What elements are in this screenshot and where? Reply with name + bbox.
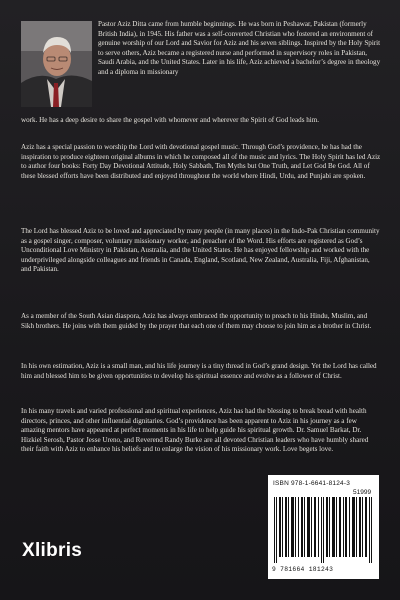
ean-digits: 9 781664 181243 [272, 566, 334, 573]
barcode-icon [274, 497, 373, 563]
bio-paragraph-6: In his many travels and varied professional and spiritual experiences, Aziz has had the blessing to break bread with health directors, princes, and other influential dignitaries. God’s providence has been apparent to Aziz in his journey as a few amazing mentors have appeared at perfect moments in his life to help guide his spiritual growth. Dr. Samuel Barkat, Dr. Hizkiel Serosh, Pastor Jesse Ureno, and Reverend Randy Burke are all devoted Christian leaders who have humbly shared their faith with Aziz to enhance his beliefs and to enlarge the vision of his missionary work. Love begets love. [21, 407, 369, 454]
bio-paragraph-4: As a member of the South Asian diaspora, Aziz has always embraced the opportunity to preach to his Hindu, Muslim, and Sikh brothers. He joins with them guided by the prayer that each one of them may choose to join him as a brother in Christ. [21, 312, 372, 330]
bio-paragraph-1-continued: work. He has a deep desire to share the gospel with whomever and wherever the Spirit of God leads him. [21, 116, 320, 124]
price-code: 51999 [353, 489, 372, 496]
bio-paragraph-1: Pastor Aziz Ditta came from humble beginnings. He was born in Peshawar, Pakistan (formerly British India), in 1945. His father was a self-converted Christian who fostered an environment of genuine worship of our Lord and Savior for Aziz and his seven siblings. Inspired by the Holy Spirit to serve others, Aziz became a registered nurse and performed in supervisory roles in Pakistan, Saudi Arabia, and the United States. Later in his life, Aziz achieved a bachelor’s degree in theology and a diploma in missionary [98, 20, 381, 76]
bio-paragraph-5: In his own estimation, Aziz is a small man, and his life journey is a tiny thread in God’s grand design. Yet the Lord has called him and blessed him to be given opportunities to develop his spiritual essence and evolve as a follower of Christ. [21, 362, 377, 380]
author-portrait-image [21, 21, 92, 107]
bio-paragraph-2: Aziz has a special passion to worship the Lord with devotional gospel music. Through God’s providence, he has had the inspiration to produce eighteen original albums in which he composed all of the music and lyrics. The Holy Spirit has led Aziz to author four books: Forty Day Devotional Attitude, Holy Sabbath, Ten Myths but One Truth, and Let God Be God. All of these blessed efforts have been distributed and enjoyed throughout the world where Hindi, Urdu, and Punjabi are spoken. [21, 143, 381, 180]
bio-paragraph-3: The Lord has blessed Aziz to be loved and appreciated by many people (in many places) in the Indo-Pak Christian community as a gospel singer, composer, voluntary missionary worker, and preacher of the Word. His efforts are registered as God’s Unconditional Love Ministry in Pakistan, Australia, and the United States. He has enjoyed fellowship and worked with the underprivileged alongside colleagues and friends in Canada, England, Scotland, New Zealand, Australia, Fiji, Afghanistan, and Pakistan. [21, 227, 380, 274]
publisher-logo: Xlibris [22, 540, 83, 561]
author-photo [21, 21, 92, 107]
isbn-label: ISBN 978-1-6641-8124-3 [273, 480, 351, 487]
